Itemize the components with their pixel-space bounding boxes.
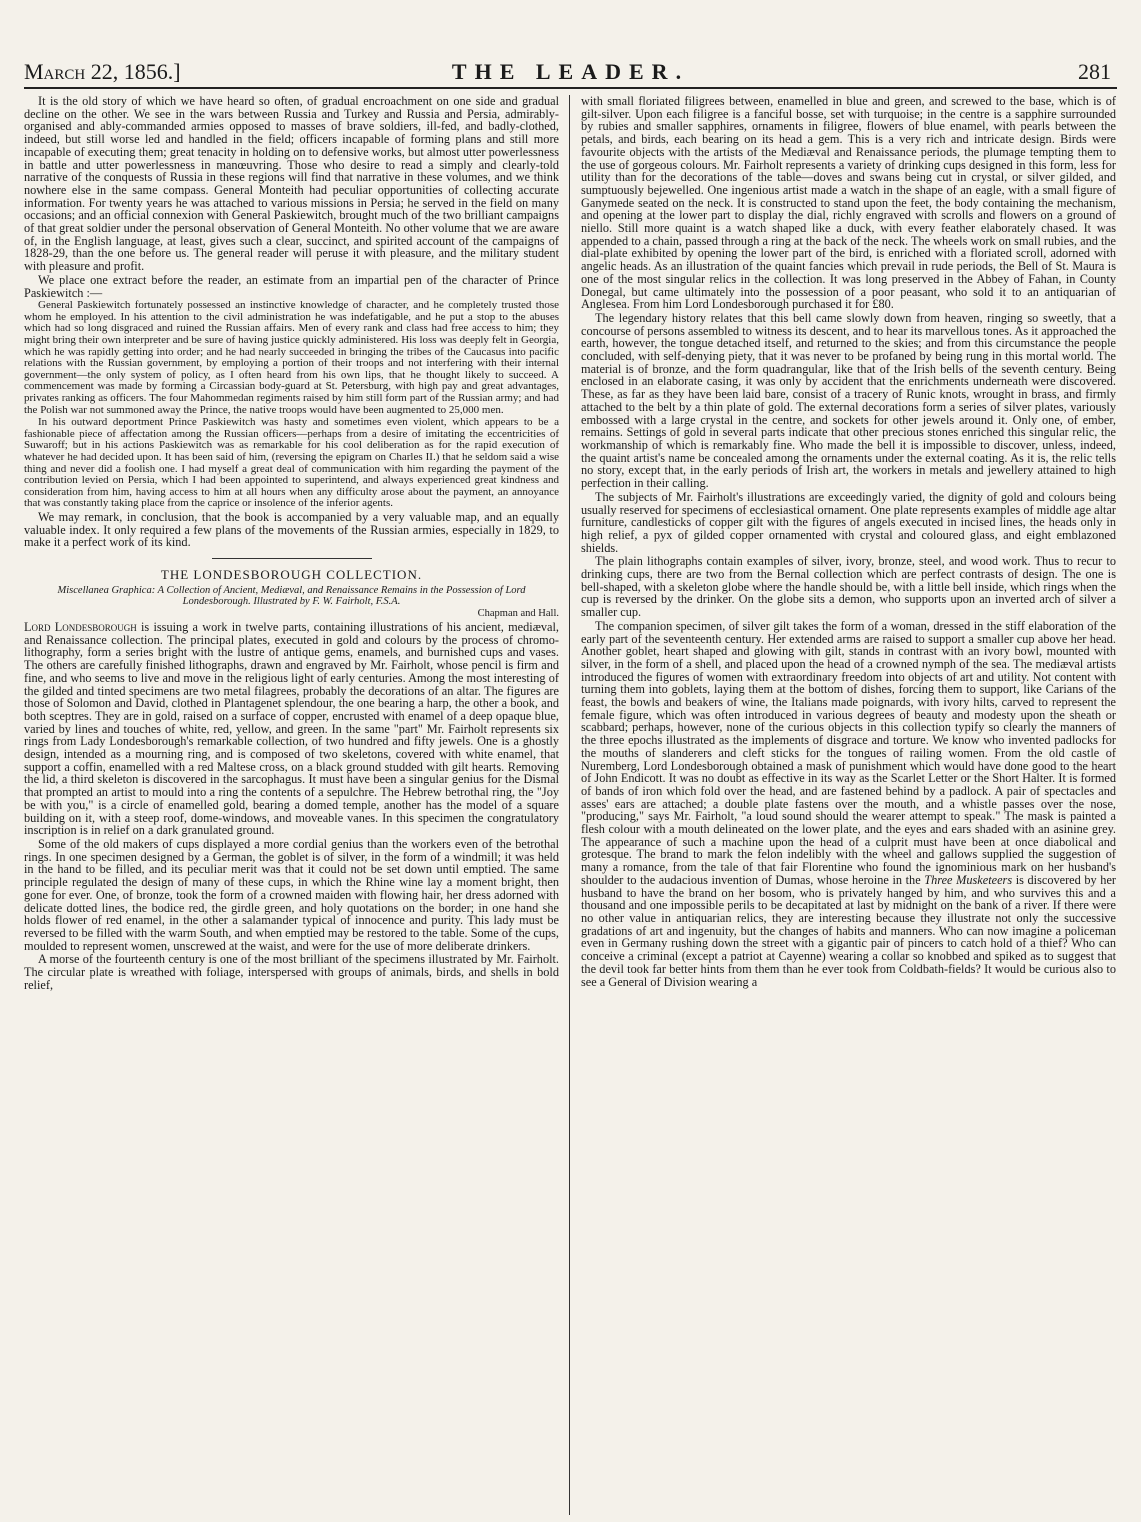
issue-date: March 22, 1856.]	[24, 59, 181, 84]
article-paragraph: The subjects of Mr. Fairholt's illustrations are exceedingly varied, the dignity of gold and colours being usually reserved for specimens of ecclesiastical ornament. One plate represents examples of middle age altar furniture, candlesticks of copper gilt with the figures of angels executed in incised lines, the heads only in high relief, a pyx of gilded copper ornamented with crystal and coloured glass, and eight emblazoned shields.	[581, 489, 1116, 555]
paragraph-text: is issuing a work in twelve parts, containing illustrations of his ancient, mediæval, and Renaissance collection. The principal plates, executed in gold and colours by the process of chromo-lithography, form a series bright with the lustre of antique gems, enamels, and burnished cups and vases. The others are carefully finished lithographs, drawn and engraved by Mr. Fairholt, whose pencil is firm and fine, and who seems to live and move in the religious light of early centuries. Among the most interesting of the gilded and tinted specimens are two metal filagrees, probably the decorations of an altar. The figures are those of Solomon and David, clothed in Plantagenet splendour, the one bearing a harp, the other a book, and both sceptres. They are in gold, raised on a surface of copper, encrusted with enamel of a deep opaque blue, varied by lines and touches of white, red, yellow, and green. In the same "part" Mr. Fairholt represents six rings from Lady Londesborough's remarkable collection, of two hundred and fifty jewels. One is a ghostly design, intended as a mourning ring, and is composed of two skeletons, covered with white enamel, that support a coffin, enamelled with a red Maltese cross, on a black ground studded with gilt hearts. Removing the lid, a third skeleton is discovered in the sarcophagus. It must have been a singular genius for the Dismal that prompted an artist to mould into a ring the contents of a sepulchre. The Hebrew betrothal ring, the "Joy be with you," is a circle of enamelled gold, bearing a domed temple, another has the model of a square building on it, with a steep roof, dome-windows, and moveable vanes. In this specimen the congratulatory inscription is in relief on a dark granulated ground.	[24, 620, 559, 838]
lead-words: Lord Londesborough	[24, 620, 137, 635]
article-paragraph: A morse of the fourteenth century is one of the most brilliant of the specimens illustrated by Mr. Fairholt. The circular plate is wreathed with foliage, interspersed with groups of animals, birds, and shells in bold relief,	[24, 952, 559, 992]
review-paragraph: It is the old story of which we have heard so often, of gradual encroachment on one side and gradual decline on the other. We see in the wars between Russia and Turkey and Russia and Persia, admirably-organised and ably-commanded armies opposed to masses of brave soldiers, ill-fed, and badly-clothed, indeed, but still worse led and handled in the field; officers incapable of forming plans and still more incapable of executing them; great tenacity in holding on to defensive works, but almost utter powerlessness in battle and utter powerlessness in manœuvring. Those who desire to read a simply and clearly-told narrative of the conquests of Russia in these regions will find that narrative in these volumes, and we think nowhere else in the same compass. General Monteith had peculiar opportunities of collecting accurate information. For twenty years he was attached to various missions in Persia; he served in the field on many occasions; and an official connexion with General Paskiewitch, brought much of the two brilliant campaigns of that great soldier under the personal observation of General Monteith. No other volume that we are aware of, in the English language, at least, gives such a clear, succinct, and spirited account of the campaigns of 1828-29, than the one before us. The general reader will peruse it with pleasure, and the military student with pleasure and profit.	[24, 95, 559, 274]
article-paragraph	[24, 621, 559, 837]
book-title: Three Musketeers	[924, 872, 1013, 887]
article-paragraph: with small floriated filigrees between, enamelled in blue and green, and screwed to the base, which is of gilt-silver. Upon each filigree is a fanciful bosse, set with turquoise; in the centre is a sapphire surrounded by rubies and smaller sapphires, ornaments in filigree, flowers of blue enamel, with pearls between the petals, and birds, each bearing on its head a gem. This is a very rich and intricate design. Birds were favourite objects with the artists of the Mediæval and Renaissance periods, the plumage tempting them to the use of gorgeous colours. Mr. Fairholt represents a variety of drinking cups designed in this form, less for utility than for the decorations of the table—doves and swans being cut in crystal, or silver gilded, and sumptuously bejewelled. One ingenious artist made a watch in the shape of an eagle, with a small figure of Ganymede seated on the neck. It is constructed to stand upon the feet, the body containing the mechanism, and opening at the lower part to display the dial, richly engraved with scrolls and flowers on a ground of niello. Still more quaint is a watch shaped like a duck, with every feather elaborately chased. It was appended to a chain, passed through a ring at the back of the neck. The wheels work on small rubies, and the dial-plate exhibited by opening the lower part of the bird, is enriched with a floriated scroll, adorned with angelic heads. As an illustration of the quaint fancies which prevail in rude periods, the Bell of St. Maura is one of the most singular relics in the collection. It was long preserved in the Abbey of Fahan, in County Donegal, but came ultimately into the possession of a poor peasant, who sold it to an antiquarian of Anglesea. From him Lord Londesborough purchased it for £80.	[581, 95, 1116, 312]
right-column	[570, 95, 1116, 1515]
columns	[24, 95, 1117, 1515]
page-number: 281	[1078, 59, 1111, 84]
paragraph-text: The companion specimen, of silver gilt takes the form of a woman, dressed in the stiff elaboration of the early part of the seventeenth century. Her extended arms are raised to support a smaller cup above her head. Another goblet, heart shaped and glowing with gilt, stands in contrast with an ivory bowl, mounted with silver, in the form of a shell, and placed upon the head of a crowned nymph of the sea. The mediæval artists introduced the figures of women with extraordinary freedom into objects of art and utility. Not content with turning them into goblets, laying them at the bottom of dishes, forcing them to support, like Carians of the feast, the bowls and beakers of wine, the Italians made poignards, with ivory hilts, carved to represent the female figure, which was often introduced in various degrees of beauty and modesty upon the sheath or scabbard; perhaps, however, none of the curious objects in this collection typify so clearly the manners of the three epochs illustrated as the implements of disgrace and torture. We know who invented padlocks for the mouths of slanderers and cleft sticks for the tongues of railing women. From the old castle of Nuremberg, Lord Londesborough obtained a mask of punishment which would have done good to the heart of John Endicott. It was no doubt as effective in its way as the Scarlet Letter or the Short Halter. It is formed of bands of iron which fold over the head, and are fastened behind by a padlock. A pair of spectacles and asses' ears are attached; a double plate fastens over the mouth, and a whistle passes over the nose, "producing," says Mr. Fairholt, "a loud sound should the wearer attempt to speak." The mask is painted a flesh colour with a mouth delineated on the lower plate, and the eyes and ears shaded with an asinine grey. The appearance of such a machine upon the head of a culprit must have been at once diabolical and grotesque. The brand to mark the felon indelibly with the wheel and gallows supplied the suggestion of many a romance, from the tale of that fair Florentine who found the ignominious mark on her husband's shoulder to the audacious invention of Dumas, whose heroine in the	[581, 618, 1116, 887]
extract-paragraph: In his outward deportment Prince Paskiewitch was hasty and sometimes even violent, which appears to be a fashionable piece of affectation among the Russian officers—perhaps from a desire of imitating the eccentricities of Suwaroff; but in his actions Paskiewitch was as remarkable for his cool deliberation as for the rapid execution of whatever he had decided upon. It has been said of him, (reversing the epigram on Charles II.) that he seldom said a wise thing and never did a foolish one. I had myself a great deal of communication with him regarding the payment of the contribution levied on Persia, which I had been appointed to superintend, and always experienced great kindness and consideration from him, having access to him at all hours when any difficulty arose about the payment, an annoyance that was constantly taking place from the caprice or insolence of the inferior agents.	[24, 416, 559, 510]
page-header	[24, 55, 1117, 89]
extract-paragraph: General Paskiewitch fortunately possessed an instinctive knowledge of character, and he completely trusted those whom he employed. In his attention to the civil administration he was indefatigable, and he put a stop to the abuses which had so long disgraced and ruined the Russian affairs. Men of every rank and class had free access to him; they might bring their own interpreter and be sure of having justice quickly administered. His loss was deeply felt in Georgia, which he was rapidly getting into order; and he had nearly succeeded in bringing the tribes of the Caucasus into pacific relations with the Russian government, by employing a portion of their troops and not interfering with their internal government—the only system of policy, as I often heard from his own lips, that he thought likely to succeed. A commencement was made by forming a Circassian body-guard at St. Petersburg, with high pay and great advantages, privates ranking as officers. The four Mahommedan regiments raised by him still form part of the Russian army; and had the Polish war not summoned away the Prince, the native troops would have been augmented to 25,000 men.	[24, 299, 559, 416]
article-paragraph	[581, 620, 1116, 988]
book-publisher: Chapman and Hall.	[477, 608, 559, 620]
masthead-title: THE LEADER.	[451, 59, 690, 84]
article-paragraph: The plain lithographs contain examples of silver, ivory, bronze, steel, and wood work. Thus to recur to drinking cups, there are two from the Bernal collection which are perfect contrasts of design. The one is bell-shaped, with a skeleton globe where the handle should be, with a little bell inside, which rings when the cup is reversed by the drinker. On the globe sits a demon, who supports upon an inverted arch of silver a smaller cup.	[581, 554, 1116, 620]
left-column	[24, 95, 570, 1515]
article-paragraph: Some of the old makers of cups displayed a more cordial genius than the workers even of the betrothal rings. In one specimen designed by a German, the goblet is of silver, in the form of a windmill; it was held in the hand to be filled, and its peculiar merit was that it could not be set down until emptied. The same principle regulated the design of many of these cups, in which the Rhine wine lay a moment bright, then gone for ever. One, of bronze, took the form of a crowned maiden with flowing hair, her dress adorned with delicate dotted lines, the bodice red, the girdle green, and holy quotations on the border; in one hand she holds flower of red enamel, in the other a salamander typical of innocence and purity. This lady must be reversed to be filled with the warm South, and when emptied may be restored to the table. Some of the cups, moulded to represent women, unscrewed at the waist, and were for the use of more deliberate drinkers.	[24, 837, 559, 953]
review-paragraph: We may remark, in conclusion, that the book is accompanied by a very valuable map, and an equally valuable index. It only required a few plans of the movements of the Russian armies, especially in 1829, to make it a perfect work of its kind.	[24, 509, 559, 550]
section-title: THE LONDESBOROUGH COLLECTION.	[160, 567, 423, 583]
paragraph-text: is discovered by her husband to have the brand on her bosom, who is privately hanged by him, and who survives this and a thousand and one impossible perils to be decapitated at last by midnight on the bank of a river. If there were no other value in antiquarian relics, they are interesting because they illustrate not only the successive gradations of art and ingenuity, but the changes of habits and manners. Who can now imagine a policeman even in Germany rushing down the street with a gigantic pair of pincers to catch hold of a thief? Who can conceive a criminal (except a patriot at Cayenne) wearing a collar so knobbed and spiked as to suggest that the devil took far better hints from them than he ever took from Coldbath-fields? It would be curious also to see a General of Division wearing a	[581, 872, 1116, 989]
section-divider	[212, 558, 372, 559]
review-paragraph: We place one extract before the reader, an estimate from an impartial pen of the character of Prince Paskiewitch :—	[24, 272, 559, 300]
book-reference: Miscellanea Graphica: A Collection of Ancient, Mediæval, and Renaissance Remains in the Possession of Lord Londesborough. Illustrated by F. W. Fairholt, F.S.A.	[57, 585, 526, 608]
article-paragraph: The legendary history relates that this bell came slowly down from heaven, ringing so sweetly, that a concourse of persons assembled to witness its descent, and to hear its marvellous tones. As it approached the earth, however, the tongue detached itself, and returned to the skies; and from this circumstance the people concluded, with self-denying piety, that it was never to be profaned by being rung in this mortal world. The material is of bronze, and the form quadrangular, like that of the Irish bells of the seventh century. Being enclosed in an elaborate casing, it was only by accident that the enrichments underneath were discovered. These, as far as they have been laid bare, consist of a tracery of Runic knots, wrought in brass, and firmly attached to the belt by a thin plate of gold. The external decorations form a series of silver plates, variously embossed with a large crystal in the centre, and sockets for other jewels around it. Only one, of ember, remains. Settings of gold in several parts indicate that other precious stones enriched this singular relic, the workmanship of which is remarkably fine. Who made the bell it is impossible to discover, unless, indeed, the quaint artist's name be concealed among the ornaments under the external coating. As it is, the relic tells no story, except that, in the early periods of Irish art, the workers in metals and jewellery attained to high perfection in their calling.	[581, 310, 1116, 491]
